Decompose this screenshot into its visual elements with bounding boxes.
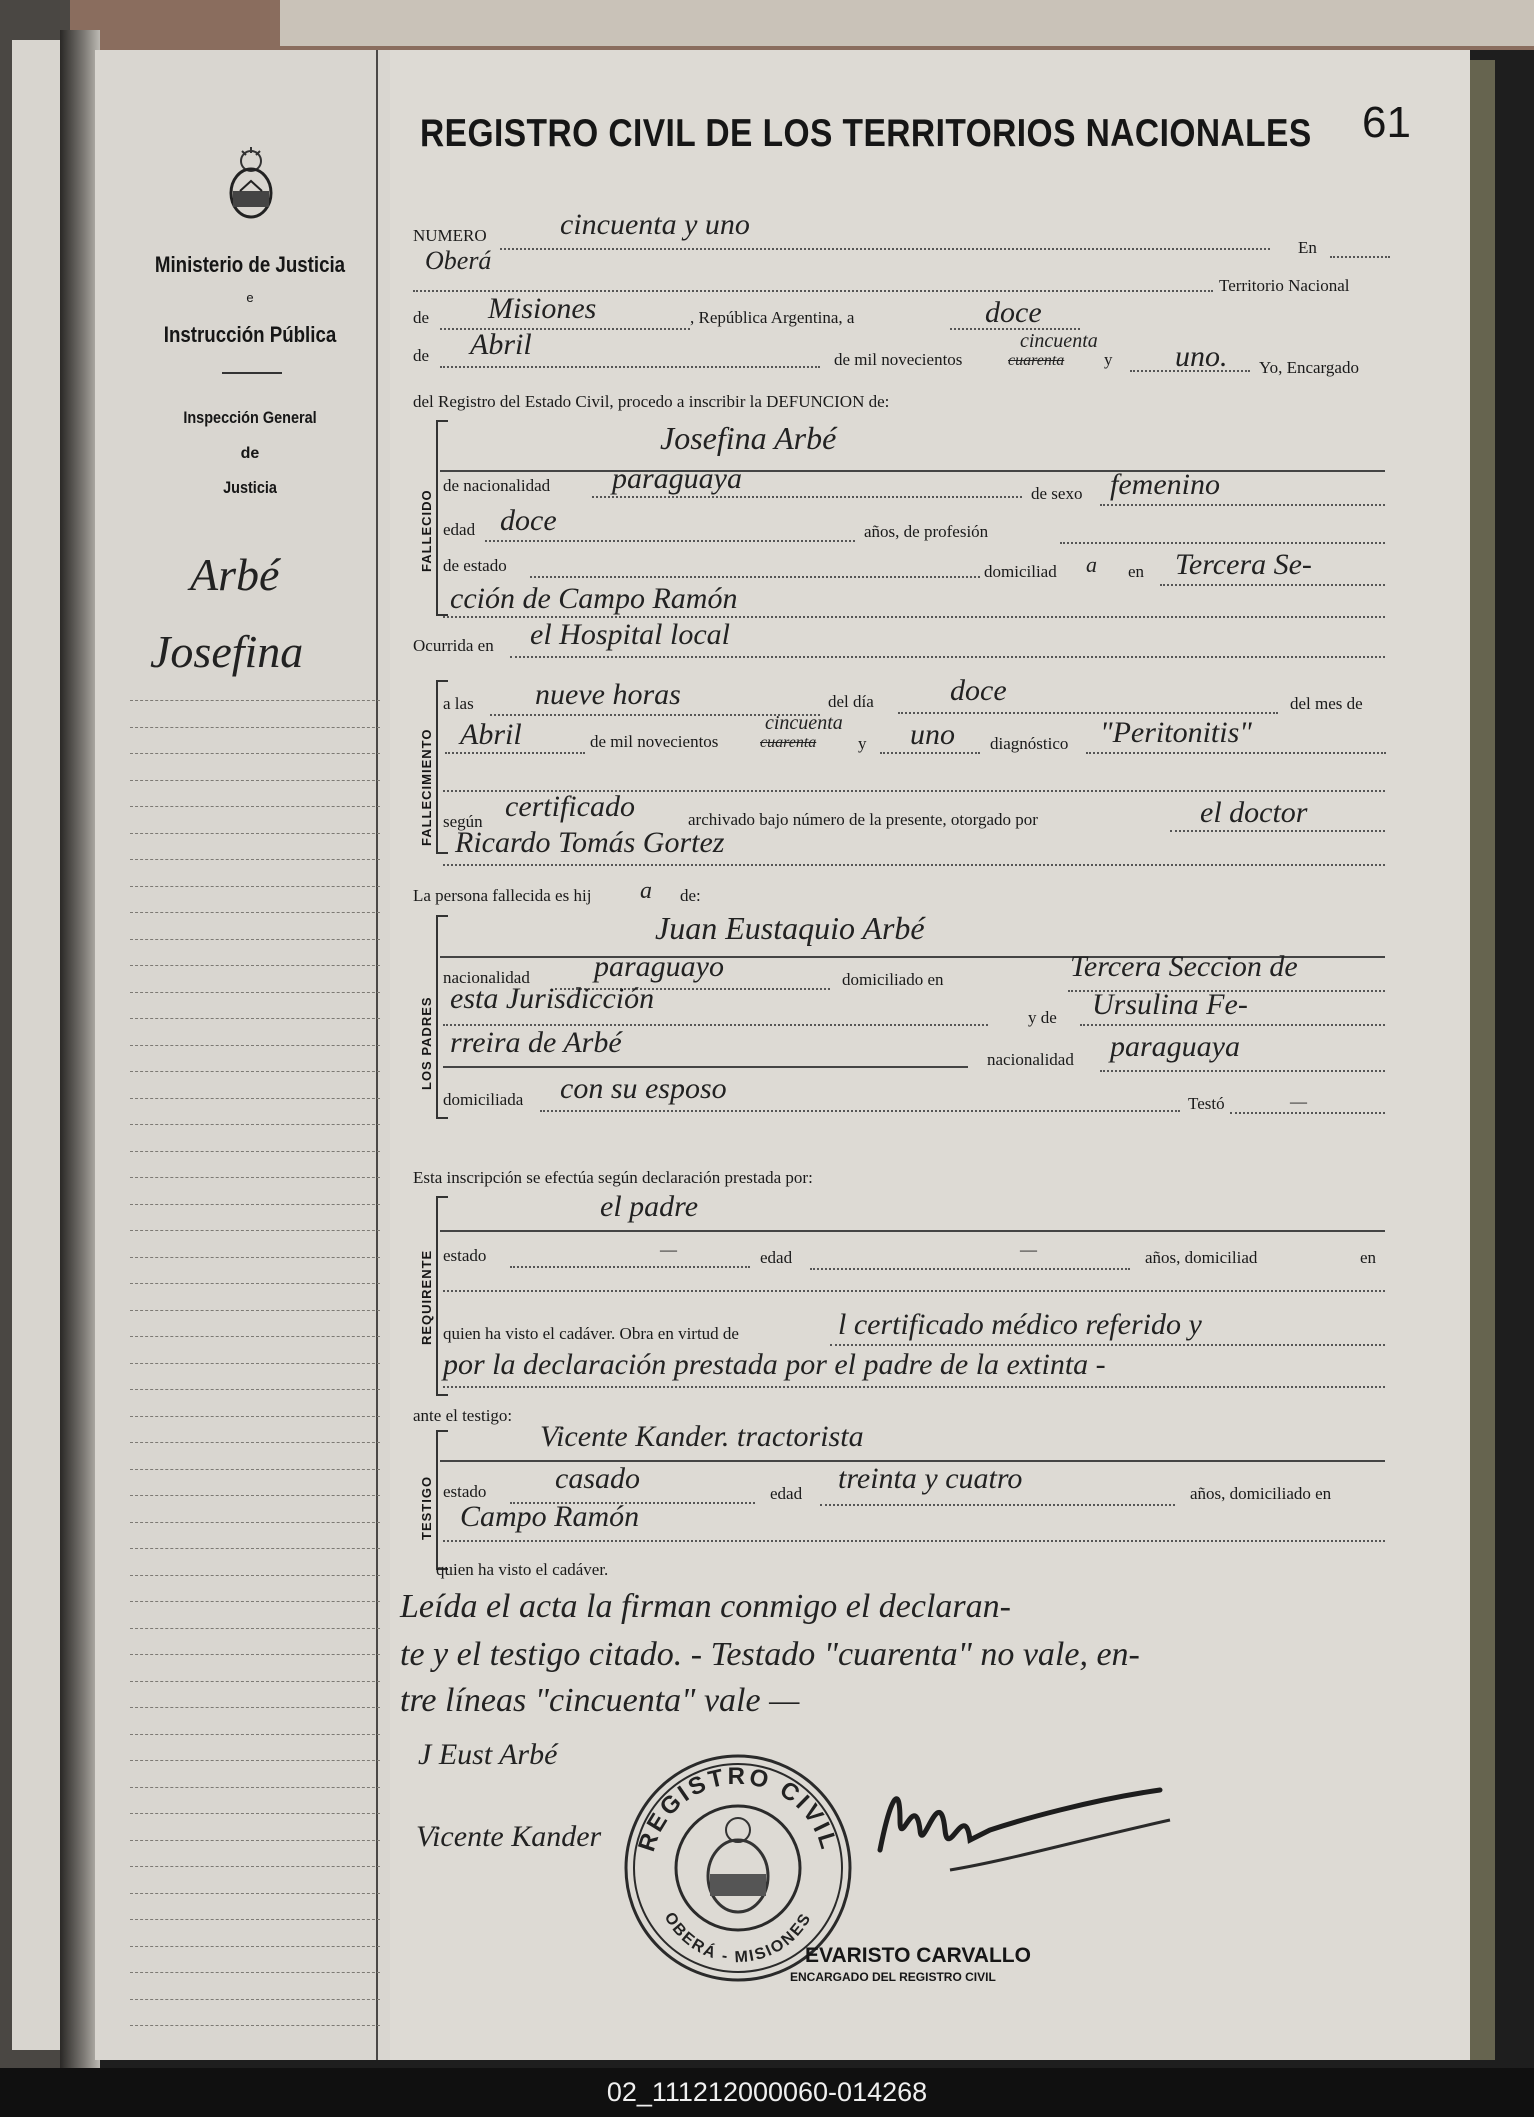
margin-rule-line	[130, 780, 380, 781]
margin-separator	[222, 372, 282, 374]
margin-rule-line	[130, 1336, 380, 1337]
testigo-anios-label: años, domiciliado en	[1190, 1484, 1332, 1503]
seal-bottom-text: OBERÁ - MISIONES	[660, 1909, 816, 1967]
sexo-line	[1100, 504, 1385, 506]
testo-label: Testó	[1188, 1094, 1225, 1113]
officer-signature-graphic	[860, 1760, 1180, 1900]
signature-witness: Vicente Kander	[416, 1820, 602, 1853]
margin-rule-line	[130, 1098, 380, 1099]
month-line	[440, 366, 820, 368]
margin-rule-line	[130, 1999, 380, 2000]
sexo-value: femenino	[1110, 468, 1220, 501]
ante-testigo-label: ante el testigo:	[413, 1406, 513, 1425]
domicilio-value-1: Tercera Se-	[1175, 548, 1312, 581]
estado-label: de estado	[443, 556, 507, 575]
testigo-label: TESTIGO	[419, 1475, 434, 1540]
margin-rule-line	[130, 1522, 380, 1523]
margin-rule-line	[130, 939, 380, 940]
margin-divider	[376, 50, 378, 2060]
padre-domicilio-value-1: Tercera Seccion de	[1070, 950, 1298, 983]
inspection-de: de	[240, 445, 260, 462]
nacionalidad-label: de nacionalidad	[443, 476, 551, 495]
sexo-label: de sexo	[1031, 484, 1083, 503]
testo-value: —	[1290, 1092, 1307, 1111]
testigo-name: Vicente Kander. tractorista	[540, 1420, 864, 1453]
deceased-name-line	[440, 470, 1385, 472]
closing-line-2: te y el testigo citado. - Testado "cuarenta" no vale, en-	[400, 1636, 1140, 1673]
margin-rule-line	[130, 1787, 380, 1788]
ocurrida-value: el Hospital local	[530, 618, 730, 651]
del-mes-label: del mes de	[1290, 694, 1363, 713]
margin-rule-line	[130, 1389, 380, 1390]
padre-domicilio-value-2: esta Jurisdicción	[450, 982, 655, 1015]
requirente-estado-label: estado	[443, 1246, 487, 1265]
numero-label: NUMERO	[413, 226, 487, 245]
diagnostico-value: "Peritonitis"	[1100, 716, 1252, 749]
obra-line-2	[443, 1386, 1385, 1388]
domiciliada-line	[540, 1110, 1180, 1112]
domiciliad-suffix: a	[1086, 552, 1097, 577]
dia-value: doce	[950, 674, 1007, 707]
declarante-value: el padre	[600, 1190, 699, 1223]
edad-line	[485, 540, 855, 542]
year-units-value: uno.	[1175, 340, 1228, 373]
margin-rule-line	[130, 1230, 380, 1231]
dia-line	[898, 712, 1278, 714]
certificado-value: certificado	[505, 790, 635, 823]
obra-value-1: l certificado médico referido y	[838, 1308, 1202, 1341]
margin-rule-line	[130, 1734, 380, 1735]
margin-rule-line	[130, 1204, 380, 1205]
yo-label: Yo, Encargado	[1259, 358, 1359, 377]
ministry-e: e	[246, 290, 254, 305]
estado-line	[530, 576, 980, 578]
requirente-edad-label: edad	[760, 1248, 793, 1267]
requirente-edad-value: —	[1020, 1240, 1037, 1259]
madre-name-line-1	[1080, 1024, 1385, 1026]
ministry-line2: Instrucción Pública	[163, 322, 337, 347]
margin-rule-line	[130, 727, 380, 728]
margin-rule-line	[130, 1124, 380, 1125]
coat-of-arms-icon	[222, 145, 280, 221]
requirente-estado-value: —	[660, 1240, 677, 1259]
en-line	[1330, 256, 1390, 258]
margin-rule-line	[130, 1681, 380, 1682]
numero-value: cincuenta y uno	[560, 208, 750, 241]
margin-rule-line	[130, 1177, 380, 1178]
hora-value: nueve horas	[535, 678, 681, 711]
margin-rule-line	[130, 1628, 380, 1629]
persona-suffix: a	[640, 878, 652, 904]
mes-line	[445, 752, 585, 754]
inspection-line1: Inspección General	[183, 408, 317, 427]
mil-label-2: de mil novecientos	[590, 732, 719, 751]
de-label-2: de	[413, 346, 430, 365]
domiciliada-value: con su esposo	[560, 1072, 727, 1105]
margin-rule-line	[130, 1548, 380, 1549]
left-margin-page	[95, 50, 395, 2060]
de-label: de	[413, 308, 430, 327]
registro-line: del Registro del Estado Civil, procedo a inscribir la DEFUNCION de:	[413, 392, 890, 411]
fallecido-label: FALLECIDO	[419, 489, 434, 572]
doctor-value: Ricardo Tomás Gortez	[455, 826, 725, 859]
diagnostico-line	[1086, 752, 1386, 754]
madre-name-line-2	[443, 1066, 968, 1068]
diagnostico-label: diagnóstico	[990, 734, 1069, 753]
madre-nac-line	[1100, 1070, 1385, 1072]
territory-value: Misiones	[488, 292, 597, 325]
margin-rule-line	[130, 1045, 380, 1046]
madre-name-1: Ursulina Fe-	[1092, 988, 1248, 1021]
margin-rule-line	[130, 912, 380, 913]
year-tens-struck: cuarenta	[1008, 352, 1065, 369]
margin-rule-line	[130, 886, 380, 887]
year-units-line-2	[880, 752, 980, 754]
margin-rule-line	[130, 1893, 380, 1894]
margin-handwritten-name: Josefina	[150, 626, 304, 677]
margin-rule-line	[130, 833, 380, 834]
margin-rule-line	[130, 1442, 380, 1443]
requirente-label: REQUIRENTE	[419, 1249, 434, 1345]
margin-rule-line	[130, 1972, 380, 1973]
margin-rule-line	[130, 753, 380, 754]
margin-rule-line	[130, 1416, 380, 1417]
day-value: doce	[985, 296, 1042, 329]
margin-rule-line	[130, 700, 380, 701]
edad-value: doce	[500, 504, 557, 537]
margin-rule-line	[130, 1310, 380, 1311]
en-label: En	[1298, 238, 1317, 257]
padre-nacionalidad-label: nacionalidad	[443, 968, 530, 987]
margin-rule-line	[130, 1018, 380, 1019]
requirente-en-label: en	[1360, 1248, 1377, 1267]
fallecimiento-year-tens-struck: cuarenta	[760, 734, 817, 751]
file-id-footer: 02_111212000060-014268	[0, 2068, 1534, 2117]
republica-label: , República Argentina, a	[690, 308, 855, 327]
margin-rule-line	[130, 1469, 380, 1470]
margin-rule-line	[130, 1840, 380, 1841]
persona-de-label: de:	[680, 886, 701, 905]
requirente-edad-line	[810, 1268, 1130, 1270]
profesion-line	[1060, 542, 1385, 544]
margin-rule-line	[130, 1654, 380, 1655]
margin-rule-line	[130, 1071, 380, 1072]
margin-rule-line	[130, 1919, 380, 1920]
margin-rule-line	[130, 2025, 380, 2026]
a-las-label: a las	[443, 694, 474, 713]
margin-rule-line	[130, 1575, 380, 1576]
fallecimiento-label: FALLECIMIENTO	[419, 728, 434, 846]
fallecido-brace	[436, 420, 448, 616]
margin-rule-line	[130, 1601, 380, 1602]
inspection-line2: Justicia	[223, 478, 277, 497]
testigo-edad-label: edad	[770, 1484, 803, 1503]
inscripcion-label: Esta inscripción se efectúa según declaración prestada por:	[413, 1168, 813, 1187]
domiciliad-label: domiciliad	[984, 562, 1057, 581]
domiciliado-label: domiciliado en	[842, 970, 944, 989]
testigo-edad-line	[820, 1504, 1175, 1506]
requirente-anios-label: años, domiciliad	[1145, 1248, 1258, 1267]
testigo-domicilio-value: Campo Ramón	[460, 1500, 640, 1533]
ministry-line1: Ministerio de Justicia	[154, 252, 346, 277]
testigo-domicilio-line	[443, 1540, 1385, 1542]
margin-rule-line	[130, 859, 380, 860]
margin-rule-line	[130, 1495, 380, 1496]
padre-nacionalidad-value: paraguayo	[594, 950, 724, 983]
margin-rule-line	[130, 1946, 380, 1947]
declarante-line	[440, 1230, 1385, 1232]
month-value: Abril	[470, 328, 532, 361]
margin-rule-line	[130, 1283, 380, 1284]
domicilio-value-2: cción de Campo Ramón	[450, 582, 738, 615]
seal-top-text: REGISTRO CIVIL	[633, 1762, 843, 1855]
doctor-line	[443, 864, 1385, 866]
testigo-visto-label: quien ha visto el cadáver.	[436, 1560, 609, 1579]
y-label: y	[1104, 350, 1113, 369]
y-label-2: y	[858, 734, 867, 753]
margin-rule-line	[130, 806, 380, 807]
margin-rule-line	[130, 1813, 380, 1814]
testigo-estado-label: estado	[443, 1482, 487, 1501]
ocurrida-label: Ocurrida en	[413, 636, 494, 655]
domiciliada-label: domiciliada	[443, 1090, 524, 1109]
closing-line-1: Leída el acta la firman conmigo el declaran-	[400, 1588, 1011, 1625]
margin-rule-line	[130, 1866, 380, 1867]
mil-label: de mil novecientos	[834, 350, 963, 369]
madre-nacionalidad-value: paraguaya	[1110, 1030, 1240, 1063]
padres-brace	[436, 915, 448, 1119]
fallecimiento-year-units-value: uno	[910, 718, 955, 751]
edad-label: edad	[443, 520, 476, 539]
requirente-estado-line	[510, 1266, 750, 1268]
margin-rule-line	[130, 1707, 380, 1708]
margin-rule-line	[130, 965, 380, 966]
padres-label: LOS PADRES	[419, 996, 434, 1090]
page-number: 61	[1362, 98, 1411, 147]
del-dia-label: del día	[828, 692, 874, 711]
segun-label: según	[443, 812, 483, 831]
numero-line	[500, 248, 1270, 250]
year-tens-value: cincuenta	[1020, 330, 1098, 352]
anios-label: años, de profesión	[864, 522, 989, 541]
margin-rule-line	[130, 1257, 380, 1258]
testigo-estado-value: casado	[555, 1462, 640, 1495]
ocurrida-line	[510, 656, 1385, 658]
testo-line	[1230, 1112, 1385, 1114]
margin-rule-line	[130, 1151, 380, 1152]
madre-name-2: rreira de Arbé	[450, 1026, 622, 1059]
book-top-edge-light	[280, 0, 1534, 46]
obra-line-1	[830, 1344, 1385, 1346]
domicilio-en-label: en	[1128, 562, 1145, 581]
requirente-domicilio-line	[443, 1290, 1385, 1292]
closing-line-3: tre líneas "cincuenta" vale —	[400, 1682, 800, 1719]
margin-handwritten-surname: Arbé	[190, 549, 280, 600]
y-de-label: y de	[1028, 1008, 1057, 1027]
signature-declarant: J Eust Arbé	[418, 1738, 558, 1771]
obra-value-2: por la declaración prestada por el padre de la extinta -	[443, 1348, 1106, 1381]
requirente-visto-label: quien ha visto el cadáver. Obra en virtud de	[443, 1324, 739, 1343]
officer-name: EVARISTO CARVALLO	[805, 1944, 1031, 1967]
fallecimiento-year-tens-value: cincuenta	[765, 712, 843, 734]
officer-title: ENCARGADO DEL REGISTRO CIVIL	[790, 1970, 996, 1984]
archivado-label: archivado bajo número de la presente, otorgado por	[688, 810, 1038, 829]
margin-rule-line	[130, 992, 380, 993]
margin-rule-line	[130, 1363, 380, 1364]
page-title: REGISTRO CIVIL DE LOS TERRITORIOS NACIONALES	[420, 112, 1312, 155]
otorgado-value: el doctor	[1200, 796, 1308, 829]
margin-rule-line	[130, 1760, 380, 1761]
deceased-name: Josefina Arbé	[660, 420, 837, 456]
otorgado-line	[1170, 830, 1385, 832]
place-value: Oberá	[425, 246, 492, 275]
territorio-label: Territorio Nacional	[1219, 276, 1350, 295]
nacionalidad-value: paraguaya	[612, 462, 742, 495]
madre-nacionalidad-label: nacionalidad	[987, 1050, 1074, 1069]
padre-name: Juan Eustaquio Arbé	[655, 910, 925, 946]
persona-label: La persona fallecida es hij	[413, 886, 592, 905]
book-spine-shadow	[60, 30, 100, 2070]
testigo-edad-value: treinta y cuatro	[838, 1462, 1023, 1495]
domicilio-line-1	[1160, 584, 1385, 586]
nacionalidad-line	[592, 496, 1022, 498]
mes-value: Abril	[460, 718, 522, 751]
